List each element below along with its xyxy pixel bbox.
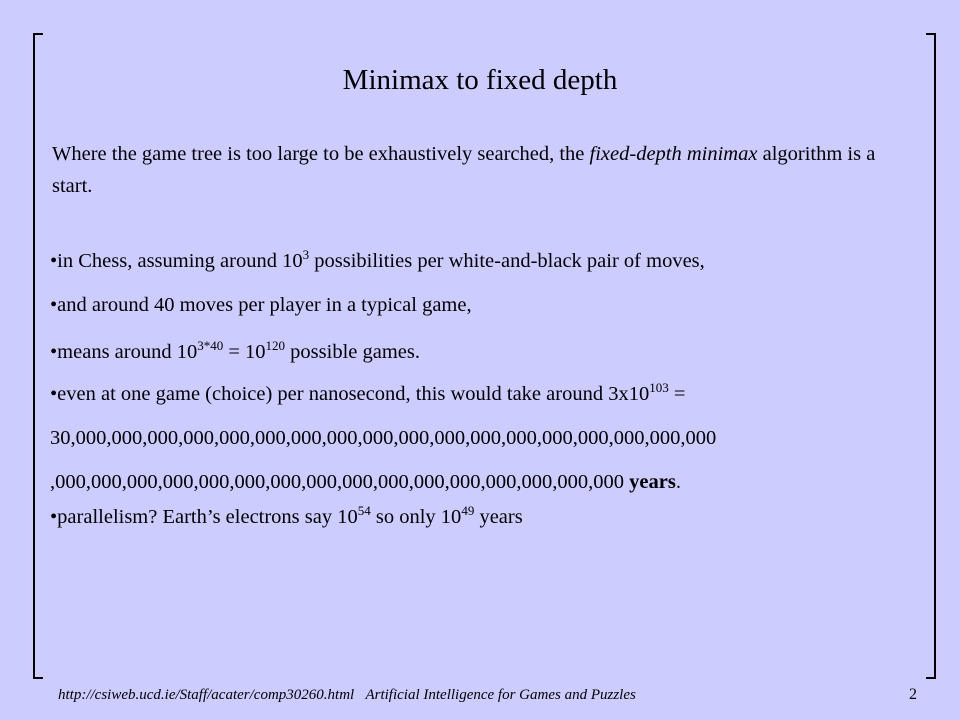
bullet-1-text-b: possibilities per white-and-black pair of moves, — [309, 250, 705, 272]
bullet-moves-per-player — [50, 289, 930, 321]
intro-text-before: Where the game tree is too large to be exhaustively searched, the — [52, 143, 590, 165]
bullet-1-exponent: 3 — [302, 247, 310, 262]
frame-corner-bottom-left — [33, 677, 43, 679]
bullet-5-exponent-2: 49 — [461, 503, 475, 518]
bullet-4-text-b: = — [668, 383, 686, 405]
bullet-4-exponent: 103 — [649, 380, 669, 395]
bullet-5-exponent-1: 54 — [357, 503, 371, 518]
footer-course: Artificial Intelligence for Games and Puzzles — [365, 687, 636, 703]
bullet-4-period: . — [675, 471, 681, 493]
bullet-5-text-c: years — [474, 506, 523, 528]
bullet-4-years-bold: years — [629, 471, 676, 493]
bullet-4-line-2: 30,000,000,000,000,000,000,000,000,000,000,000,000,000,000,000,000,000,000 — [50, 427, 717, 449]
frame-left-border — [33, 33, 35, 679]
bullet-3-text-b: = 10 — [223, 341, 266, 363]
intro-text-after: algorithm is a start. — [52, 143, 876, 197]
footer-url[interactable]: http://csiweb.ucd.ie/Staff/acater/comp30260.html — [58, 687, 355, 703]
bullet-5-text-b: so only 10 — [370, 506, 462, 528]
bullet-3-text-c: possible games. — [285, 341, 420, 363]
bullet-chess-possibilities — [50, 245, 930, 277]
bullet-1-text-a: •in Chess, assuming around 10 — [50, 250, 303, 272]
slide-title: Minimax to fixed depth — [342, 64, 618, 96]
bullet-4-text-a: •even at one game (choice) per nanosecond, this would take around 3x10 — [50, 383, 650, 405]
intro-emphasis: fixed-depth minimax — [589, 143, 758, 165]
bullet-2-text: •and around 40 moves per player in a typical game, — [50, 294, 472, 316]
frame-corner-bottom-right — [926, 677, 936, 679]
bullet-3-exponent-2: 120 — [265, 338, 286, 353]
page-number: 2 — [909, 686, 917, 703]
bullet-3-exponent-1: 3*40 — [197, 338, 224, 353]
bullet-4-line-3 — [50, 466, 930, 498]
bullet-3-text-a: •means around 10 — [50, 341, 198, 363]
frame-right-border — [934, 33, 936, 679]
bullet-5-text-a: •parallelism? Earth’s electrons say 10 — [50, 506, 358, 528]
bullet-4-zeros: ,000,000,000,000,000,000,000,000,000,000,000,000,000,000,000,000 — [50, 471, 630, 493]
frame-corner-top-right — [926, 33, 936, 35]
intro-paragraph — [52, 138, 912, 202]
bullet-possible-games — [50, 336, 930, 368]
bullet-nanosecond-years — [50, 378, 930, 498]
frame-corner-top-left — [33, 33, 43, 35]
bullet-4-line-1 — [50, 378, 930, 410]
footer-text — [58, 687, 636, 704]
bullet-parallelism — [50, 501, 930, 533]
